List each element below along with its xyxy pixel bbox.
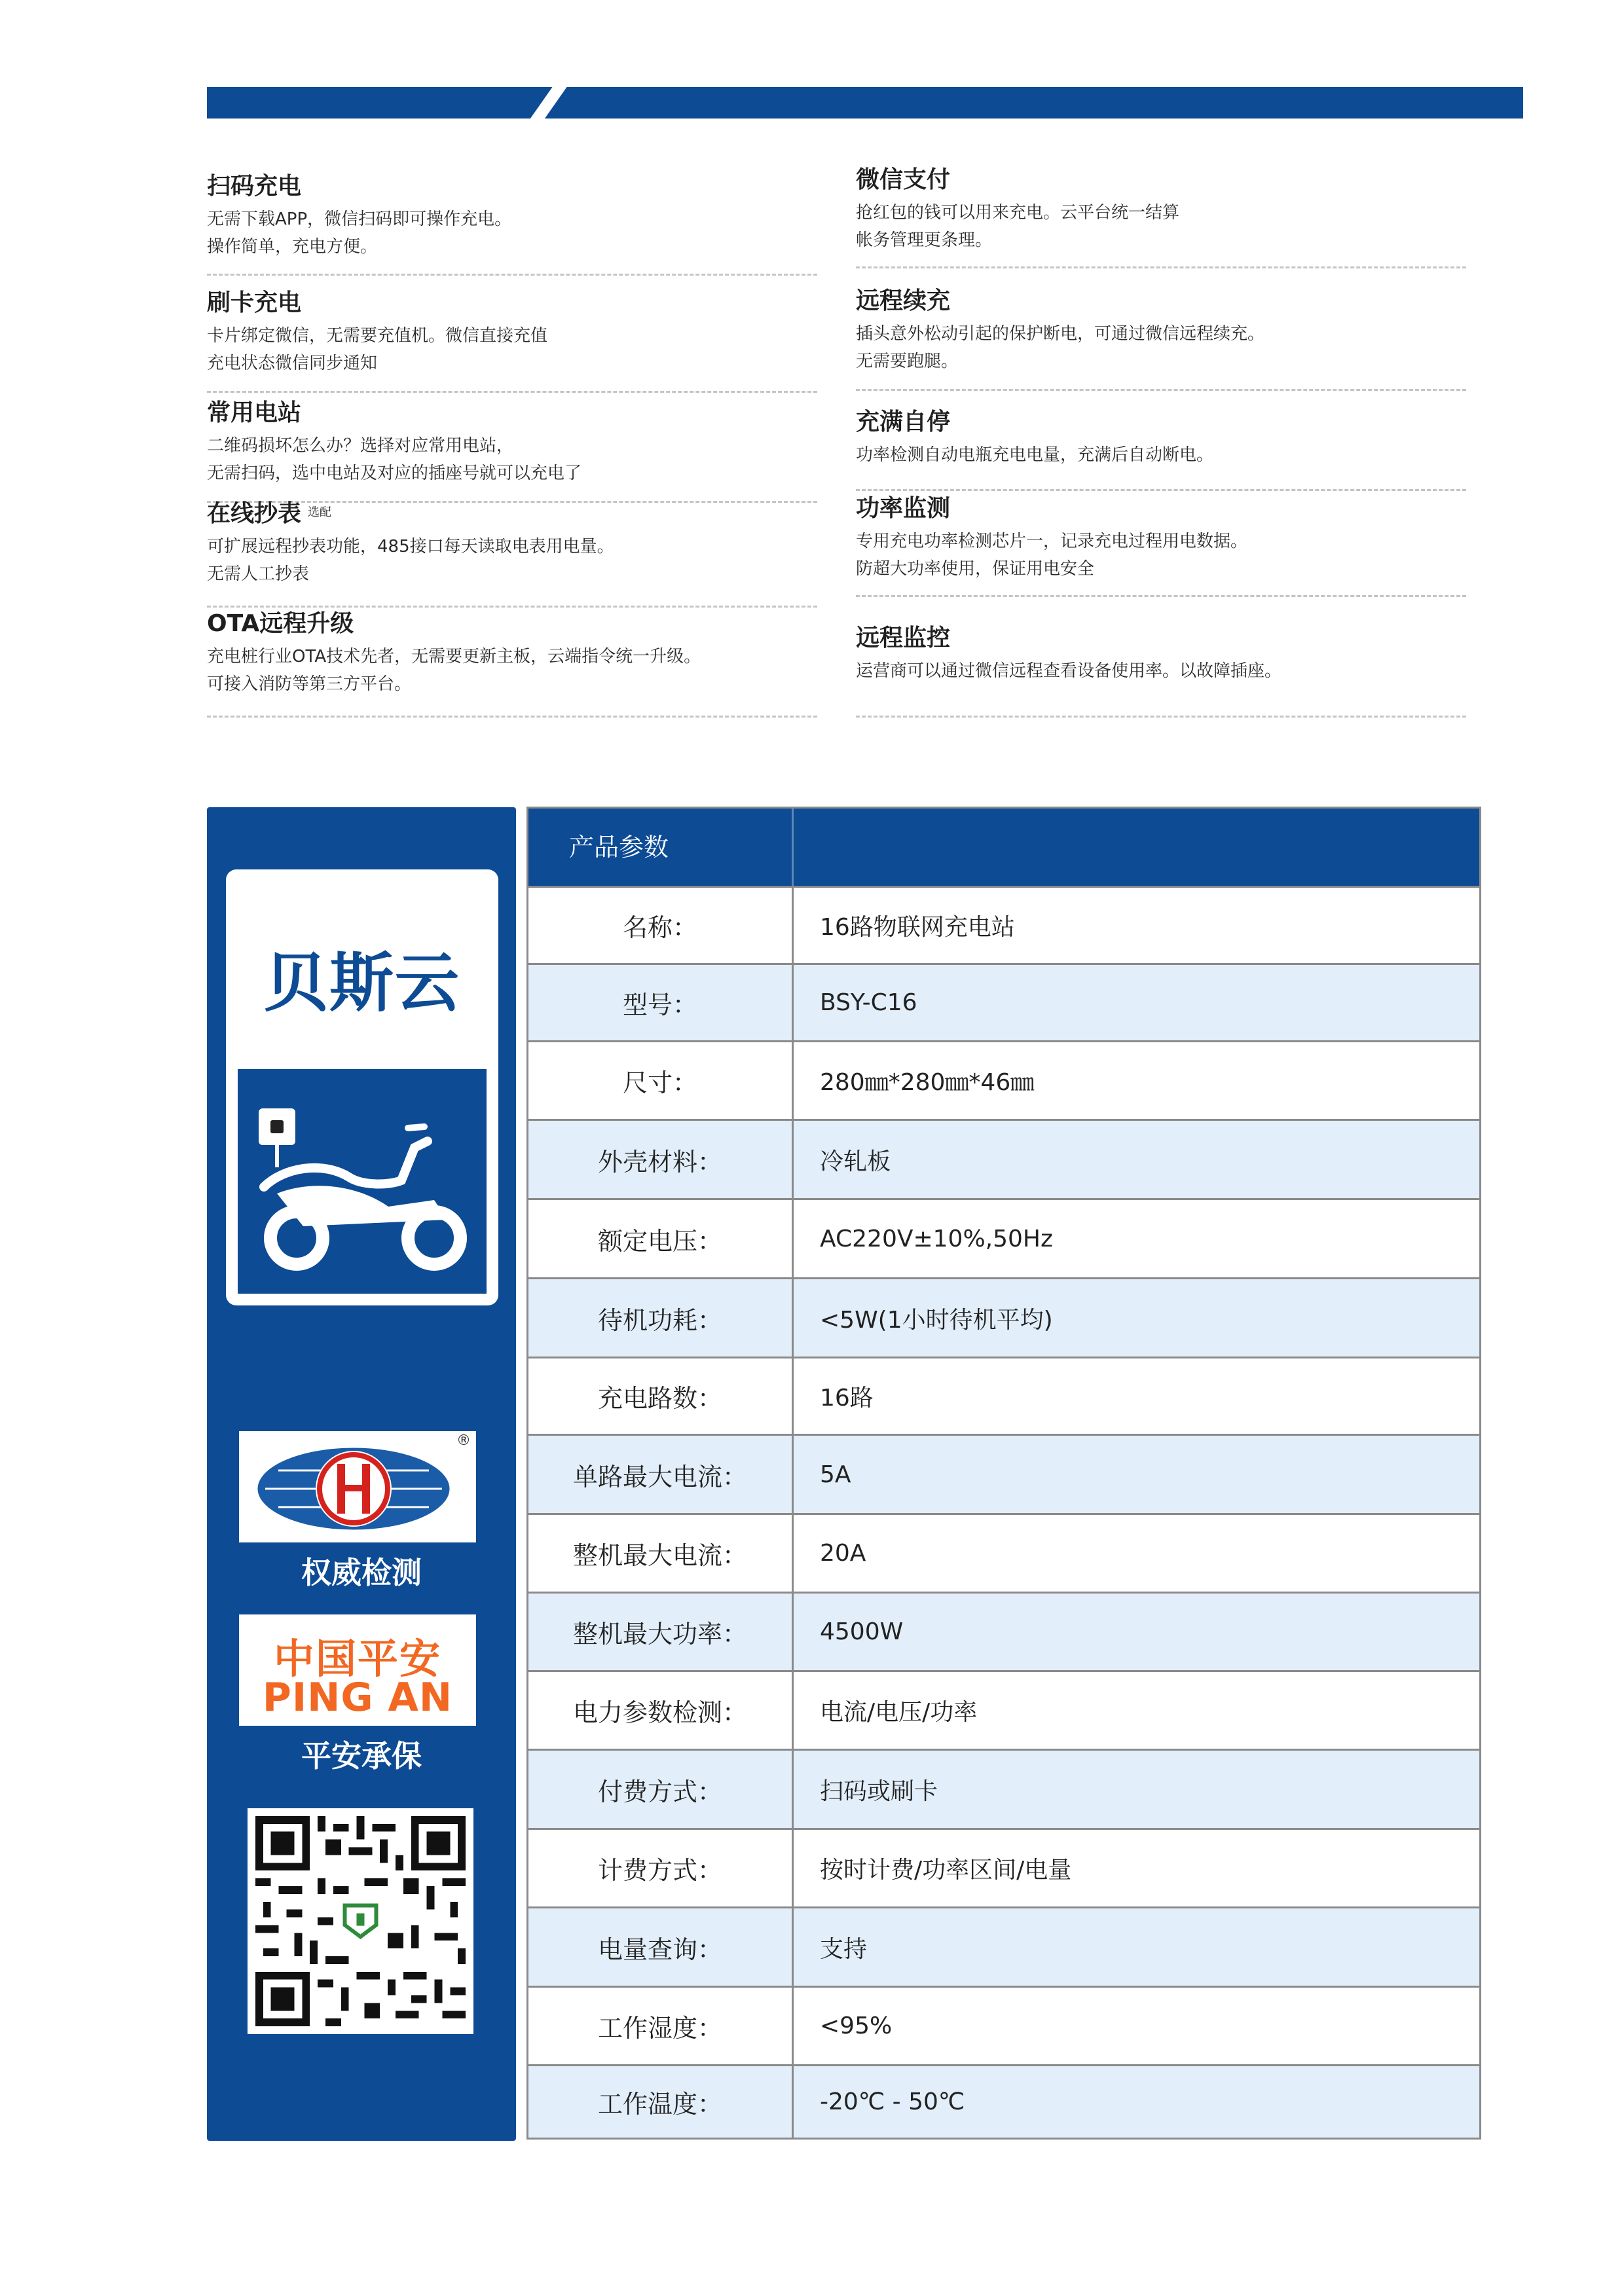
feature-title: 微信支付: [856, 166, 951, 193]
feature-item: [207, 496, 817, 608]
spec-label: 整机最大电流：: [528, 1515, 794, 1592]
qr-code-icon: [248, 1808, 473, 2034]
table-row: [528, 1513, 1479, 1592]
feature-title: 充满自停: [856, 409, 951, 435]
spec-value: <95%: [820, 2013, 893, 2039]
spec-label: 尺寸：: [528, 1042, 794, 1119]
spec-value: 扫码或刷卡: [820, 1777, 938, 1805]
table-row: [528, 1828, 1479, 1906]
pingan-en: PING AN: [262, 1675, 453, 1721]
feature-item: [856, 164, 1466, 268]
feature-title: 在线抄表: [207, 500, 302, 527]
feature-title: 远程续充: [856, 287, 951, 314]
table-row: [528, 1040, 1479, 1119]
spec-label: 型号：: [528, 965, 794, 1040]
table-row: [528, 886, 1479, 963]
feature-item: [856, 406, 1466, 491]
feature-desc: 抢红包的钱可以用来充电。云平台统一结算 帐务管理更条理。: [856, 203, 1180, 250]
spec-value: 16路物联网充电站: [820, 914, 1015, 941]
feature-desc: 功率检测自动电瓶充电电量，充满后自动断电。: [856, 445, 1214, 465]
spec-label: 付费方式：: [528, 1751, 794, 1828]
spec-value: 电流/电压/功率: [820, 1699, 978, 1726]
top-banner: [207, 87, 1523, 118]
spec-label: 整机最大功率：: [528, 1594, 794, 1670]
feature-item: [207, 397, 817, 503]
cert-label-pingan: 平安承保: [301, 1738, 422, 1774]
spec-value: 4500W: [820, 1618, 904, 1645]
feature-desc: 充电桩行业OTA技术先者，无需要更新主板，云端指令统一升级。 可接入消防等第三方平台。: [207, 647, 701, 694]
spec-table: [526, 807, 1481, 2140]
table-row: [528, 1357, 1479, 1434]
table-header-blank: [794, 809, 1479, 886]
feature-item: [856, 622, 1466, 718]
feature-title: OTA远程升级: [207, 610, 354, 637]
feature-item: [207, 287, 817, 393]
feature-title: 刷卡充电: [207, 289, 302, 316]
brand-card: [226, 869, 498, 1305]
spec-label: 计费方式：: [528, 1830, 794, 1906]
qr-code[interactable]: [248, 1808, 473, 2034]
feature-title: 功率监测: [856, 495, 951, 522]
feature-item: [856, 285, 1466, 391]
spec-label: 工作湿度：: [528, 1988, 794, 2064]
scooter-icon: [238, 1069, 487, 1294]
feature-item: [207, 608, 817, 718]
brand-name: 贝斯云: [263, 946, 460, 1021]
feature-desc: 二维码损坏怎么办？选择对应常用电站， 无需扫码，选中电站及对应的插座号就可以充电了: [207, 436, 582, 483]
table-row: [528, 1749, 1479, 1828]
table-header-title: 产品参数: [528, 809, 794, 886]
pingan-cn: 中国平安: [273, 1635, 441, 1683]
spec-value: AC220V±10%,50Hz: [820, 1225, 1053, 1252]
table-row: [528, 1906, 1479, 1986]
inspection-logo: [239, 1431, 476, 1542]
feature-desc: 运营商可以通过微信远程查看设备使用率。以故障插座。: [856, 661, 1282, 681]
spec-value: <5W(1小时待机平均): [820, 1306, 1053, 1334]
spec-value: 20A: [820, 1540, 866, 1567]
feature-title: 远程监控: [856, 625, 951, 651]
feature-title: 常用电站: [207, 399, 302, 426]
table-row: [528, 963, 1479, 1040]
feature-item: [207, 170, 817, 276]
table-row: [528, 1119, 1479, 1198]
feature-desc: 专用充电功率检测芯片一，记录充电过程用电数据。 防超大功率使用，保证用电安全: [856, 532, 1248, 579]
globe-icon: [239, 1431, 476, 1542]
spec-label: 待机功耗：: [528, 1279, 794, 1357]
spec-label: 电量查询：: [528, 1908, 794, 1986]
spec-label: 额定电压：: [528, 1200, 794, 1277]
table-row: [528, 1434, 1479, 1513]
spec-value: -20℃ - 50℃: [820, 2088, 965, 2115]
spec-label: 名称：: [528, 888, 794, 963]
sidebar: [207, 807, 516, 2141]
table-row: [528, 1986, 1479, 2064]
feature-desc: 卡片绑定微信，无需要充值机。微信直接充值 充电状态微信同步通知: [207, 326, 548, 373]
table-row: [528, 2064, 1479, 2138]
table-row: [528, 1277, 1479, 1357]
cert-label-inspection: 权威检测: [301, 1555, 422, 1590]
feature-item: [856, 492, 1466, 597]
spec-label: 工作温度：: [528, 2066, 794, 2138]
feature-desc: 插头意外松动引起的保护断电，可通过微信远程续充。 无需要跑腿。: [856, 324, 1265, 371]
spec-value: 冷轧板: [820, 1148, 891, 1175]
table-row: [528, 1670, 1479, 1749]
scooter-charging-illustration: [238, 1069, 487, 1294]
spec-value: 16路: [820, 1385, 874, 1412]
feature-desc: 可扩展远程抄表功能，485接口每天读取电表用电量。 无需人工抄表: [207, 537, 614, 584]
spec-label: 充电路数：: [528, 1358, 794, 1434]
spec-value: 支持: [820, 1935, 868, 1963]
spec-value: 280㎜*280㎜*46㎜: [820, 1069, 1035, 1096]
table-row: [528, 1198, 1479, 1277]
spec-value: 5A: [820, 1461, 851, 1488]
optional-tag: 选配: [308, 505, 332, 519]
registered-mark: ®: [456, 1432, 471, 1449]
pingan-logo: [239, 1614, 476, 1726]
table-header: [528, 809, 1479, 886]
banner-divider: [526, 83, 569, 124]
spec-label: 外壳材料：: [528, 1121, 794, 1198]
spec-value: 按时计费/功率区间/电量: [820, 1857, 1072, 1884]
spec-value: BSY-C16: [820, 989, 917, 1016]
spec-label: 单路最大电流：: [528, 1436, 794, 1513]
feature-title: 扫码充电: [207, 173, 302, 200]
spec-label: 电力参数检测：: [528, 1672, 794, 1749]
table-row: [528, 1592, 1479, 1670]
feature-desc: 无需下载APP，微信扫码即可操作充电。 操作简单，充电方便。: [207, 210, 512, 257]
